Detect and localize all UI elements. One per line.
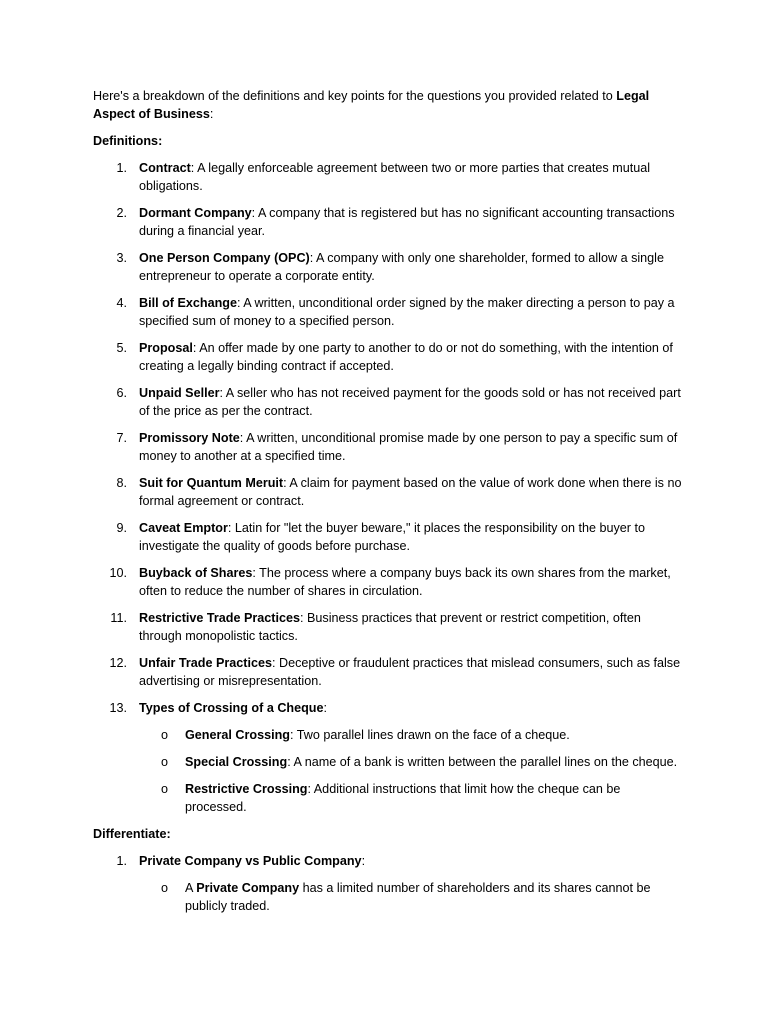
definition-term: Dormant Company	[139, 206, 252, 220]
item-number: 5.	[116, 341, 127, 355]
differentiate-list	[93, 852, 683, 915]
definition-item	[93, 429, 683, 465]
sub-item-text: : A name of a bank is written between the parallel lines on the cheque.	[287, 755, 678, 769]
differentiate-term: Private Company vs Public Company	[139, 854, 362, 868]
sub-item-term: General Crossing	[185, 728, 290, 742]
definition-text: : A company that is registered but has no significant accounting transactions during a financial year.	[139, 206, 675, 238]
definition-term: Buyback of Shares	[139, 566, 253, 580]
definition-text: : The process where a company buys back its own shares from the market, often to reduce the number of shares in circulation.	[139, 566, 671, 598]
definition-term: Unfair Trade Practices	[139, 656, 272, 670]
definition-item	[93, 609, 683, 645]
definition-text: : An offer made by one party to another to do or not do something, with the intention of creating a legally binding contract if accepted.	[139, 341, 673, 373]
item-number: 4.	[116, 296, 127, 310]
document-body	[93, 87, 683, 924]
sub-list-item	[139, 726, 683, 744]
definition-text: : A seller who has not received payment for the goods sold or has not received part of the price as per the contract.	[139, 386, 681, 418]
sub-item-term: Special Crossing	[185, 755, 288, 769]
item-number: 7.	[116, 431, 127, 445]
sub-list-item	[139, 879, 683, 915]
item-number: 11.	[110, 611, 127, 625]
definition-text: : Business practices that prevent or restrict competition, often through monopolistic tactics.	[139, 611, 641, 643]
item-number: 2.	[116, 206, 127, 220]
sub-item-prefix: A	[185, 881, 197, 895]
sub-item-text: : Additional instructions that limit how the cheque can be processed.	[185, 782, 621, 814]
intro-prefix: Here's a breakdown of the definitions and key points for the questions you provided related to	[93, 89, 617, 103]
definition-term: Bill of Exchange	[139, 296, 237, 310]
sub-list-item	[139, 753, 683, 771]
sub-list-item	[139, 780, 683, 816]
definition-term: Contract	[139, 161, 191, 175]
sub-item-term: Private Company	[196, 881, 300, 895]
definition-text: : Deceptive or fraudulent practices that mislead consumers, such as false advertising or misrepresentation.	[139, 656, 681, 688]
definition-item	[93, 654, 683, 690]
definition-item	[93, 564, 683, 600]
definition-term: Proposal	[139, 341, 193, 355]
definition-item	[93, 474, 683, 510]
crossing-types-list	[139, 726, 683, 816]
definition-item	[93, 294, 683, 330]
sub-item-text: : Two parallel lines drawn on the face of a cheque.	[289, 728, 570, 742]
intro-paragraph	[93, 87, 683, 123]
definition-term: Types of Crossing of a Cheque	[139, 701, 324, 715]
item-number: 9.	[116, 521, 127, 535]
intro-suffix: :	[209, 107, 214, 121]
definition-text: : A written, unconditional order signed by the maker directing a person to pay a specified sum of money to a specified person.	[139, 296, 675, 328]
definition-term: Caveat Emptor	[139, 521, 228, 535]
item-number: 1.	[116, 854, 127, 868]
definition-item	[93, 204, 683, 240]
definition-text: : A company with only one shareholder, formed to allow a single entrepreneur to operate a corporate entity.	[139, 251, 664, 283]
item-number: 3.	[116, 251, 127, 265]
definition-term: Promissory Note	[139, 431, 240, 445]
definition-text: : A written, unconditional promise made by one person to pay a specific sum of money to another at a specified time.	[139, 431, 678, 463]
definition-term: Restrictive Trade Practices	[139, 611, 301, 625]
bullet-icon: o	[161, 755, 169, 769]
definitions-heading: Definitions:	[93, 134, 163, 148]
definition-text: : A legally enforceable agreement between two or more parties that creates mutual obligations.	[139, 161, 651, 193]
differentiate-heading: Differentiate:	[93, 827, 171, 841]
item-number: 10.	[109, 566, 127, 580]
definition-item	[93, 339, 683, 375]
definition-item	[93, 384, 683, 420]
intro-subject: Legal Aspect of Business	[93, 89, 650, 121]
item-number: 8.	[116, 476, 127, 490]
bullet-icon: o	[161, 782, 169, 796]
bullet-icon: o	[161, 881, 169, 895]
sub-item-term: Restrictive Crossing	[185, 782, 308, 796]
definition-term: One Person Company (OPC)	[139, 251, 310, 265]
definition-item	[93, 249, 683, 285]
definition-term: Suit for Quantum Meruit	[139, 476, 284, 490]
item-number: 12.	[109, 656, 127, 670]
definition-item-crossing	[93, 699, 683, 816]
definition-text: : Latin for "let the buyer beware," it places the responsibility on the buyer to investigate the quality of goods before purchase.	[139, 521, 645, 553]
definition-suffix: :	[323, 701, 327, 715]
definition-item	[93, 159, 683, 195]
definition-text: : A claim for payment based on the value of work done when there is no formal agreement or contract.	[139, 476, 682, 508]
item-number: 13.	[109, 701, 127, 715]
definitions-list	[93, 159, 683, 816]
item-number: 1.	[116, 161, 127, 175]
item-number: 6.	[116, 386, 127, 400]
sub-item-text: has a limited number of shareholders and its shares cannot be publicly traded.	[185, 881, 651, 913]
definition-term: Unpaid Seller	[139, 386, 220, 400]
differentiate-suffix: :	[361, 854, 366, 868]
definition-item	[93, 519, 683, 555]
bullet-icon: o	[161, 728, 169, 742]
differentiate-item	[93, 852, 683, 915]
differentiate-points-list	[139, 879, 683, 915]
